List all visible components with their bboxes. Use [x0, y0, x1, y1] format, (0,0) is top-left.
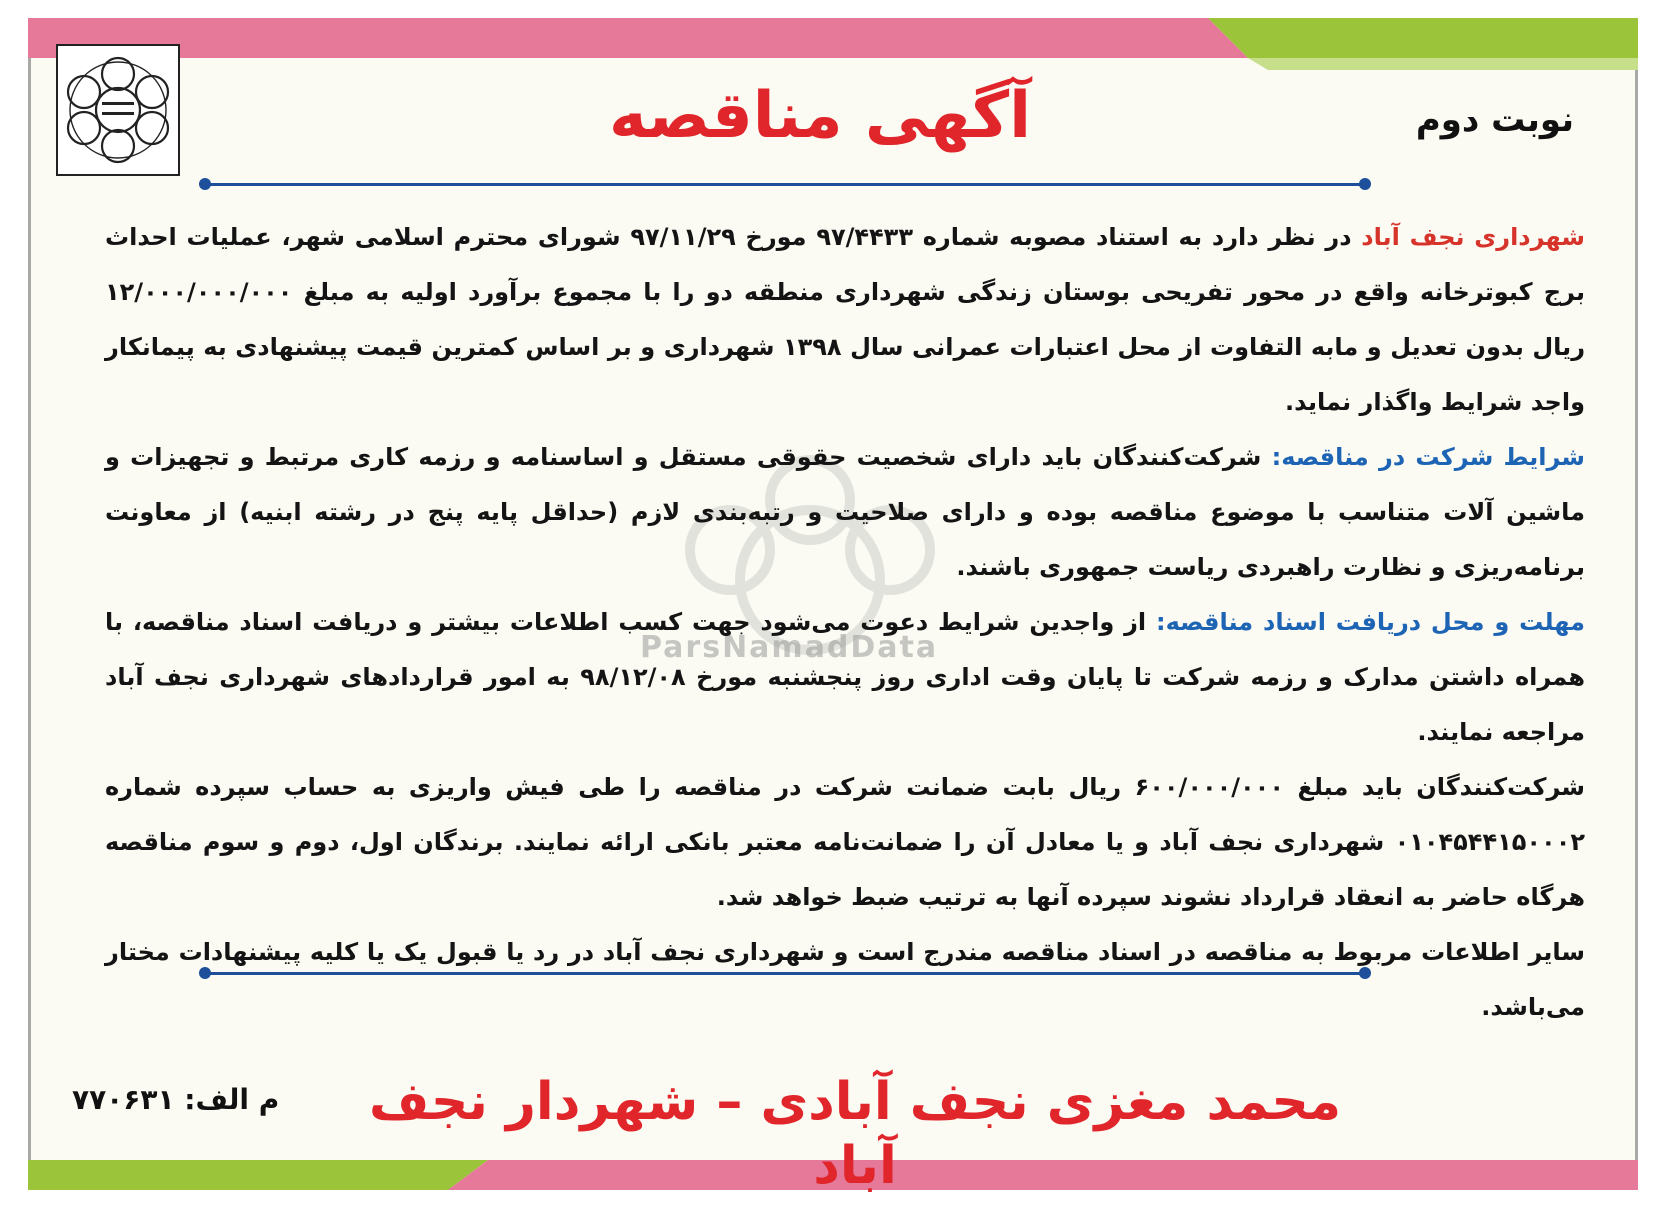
top-divider [205, 183, 1365, 186]
municipality-emblem [56, 44, 180, 176]
publication-round: نوبت دوم [1415, 100, 1574, 140]
paragraph-deadline [105, 595, 1585, 760]
municipality-seal-icon [58, 46, 178, 174]
mayor-signature: محمد مغزی نجف آبادی – شهردار نجف آباد [368, 1072, 1342, 1196]
paragraph-conditions [105, 430, 1585, 595]
paragraph-lead: شهرداری نجف آباد [1361, 223, 1586, 251]
paragraph-lead: شرایط شرکت در مناقصه: [1271, 443, 1585, 471]
notice-title: آگهی مناقصه [609, 79, 1031, 153]
paragraph-guarantee: شرکت‌کنندگان باید مبلغ ۶۰۰/۰۰۰/۰۰۰ ریال بابت ضمانت شرکت در مناقصه را طی فیش واریزی به حساب سپرده شماره ۰۱۰۴۵۴۴۱۵۰۰۰۲ شهرداری نجف آباد و یا معادل آن را ضمانت‌نامه معتبر بانکی ارائه نمایند. برندگان اول، دوم و سوم مناقصه هرگاه حاضر به انعقاد قرارداد نشوند سپرده آنها به ترتیب ضبط خواهد شد. [105, 773, 1585, 911]
notice-body [105, 210, 1585, 1035]
reference-number: م الف: ۷۷۰۶۳۱ [72, 1083, 280, 1116]
paragraph-lead: مهلت و محل دریافت اسناد مناقصه: [1155, 608, 1586, 636]
bottom-divider [205, 972, 1365, 975]
paragraph-project [105, 210, 1585, 430]
paragraph-text: شرکت‌کنندگان باید دارای شخصیت حقوقی مستقل و اساسنامه و رزمه کاری مرتبط و تجهیزات و ماشین آلات متناسب با موضوع مناقصه بوده و دارای صلاحیت و رتبه‌بندی لازم (حداقل پایه پنج در رشته ابنیه) از معاونت برنامه‌ریزی و نظارت راهبردی ریاست جمهوری باشند. [105, 443, 1585, 581]
paragraph-other-info: سایر اطلاعات مربوط به مناقصه در اسناد مناقصه مندرج است و شهرداری نجف آباد در رد یا قبول یک یا کلیه پیشنهادات مختار می‌باشد. [105, 938, 1585, 1021]
watermark-text: ParsNamadData [640, 630, 939, 665]
decorative-top-band [28, 18, 1638, 70]
paragraph-text: از واجدین شرایط دعوت می‌شود جهت کسب اطلاعات بیشتر و دریافت اسناد مناقصه، با همراه داشتن مدارک و رزمه شرکت تا پایان وقت اداری روز پنجشنبه مورخ ۹۸/۱۲/۰۸ به امور قراردادهای شهرداری نجف آباد مراجعه نمایند. [105, 608, 1586, 746]
paragraph-text: در نظر دارد به استناد مصوبه شماره ۹۷/۴۴۳۳ مورخ ۹۷/۱۱/۲۹ شورای محترم اسلامی شهر، عملیات احداث برج کبوترخانه واقع در محور تفریحی بوستان زندگی شهرداری منطقه دو را با مجموع برآورد اولیه به مبلغ ۱۲/۰۰۰/۰۰۰/۰۰۰ ریال بدون تعدیل و مابه التفاوت از محل اعتبارات عمرانی سال ۱۳۹۸ شهرداری و بر اساس کمترین قیمت پیشنهادی به پیمانکار واجد شرایط واگذار نماید. [105, 223, 1586, 416]
